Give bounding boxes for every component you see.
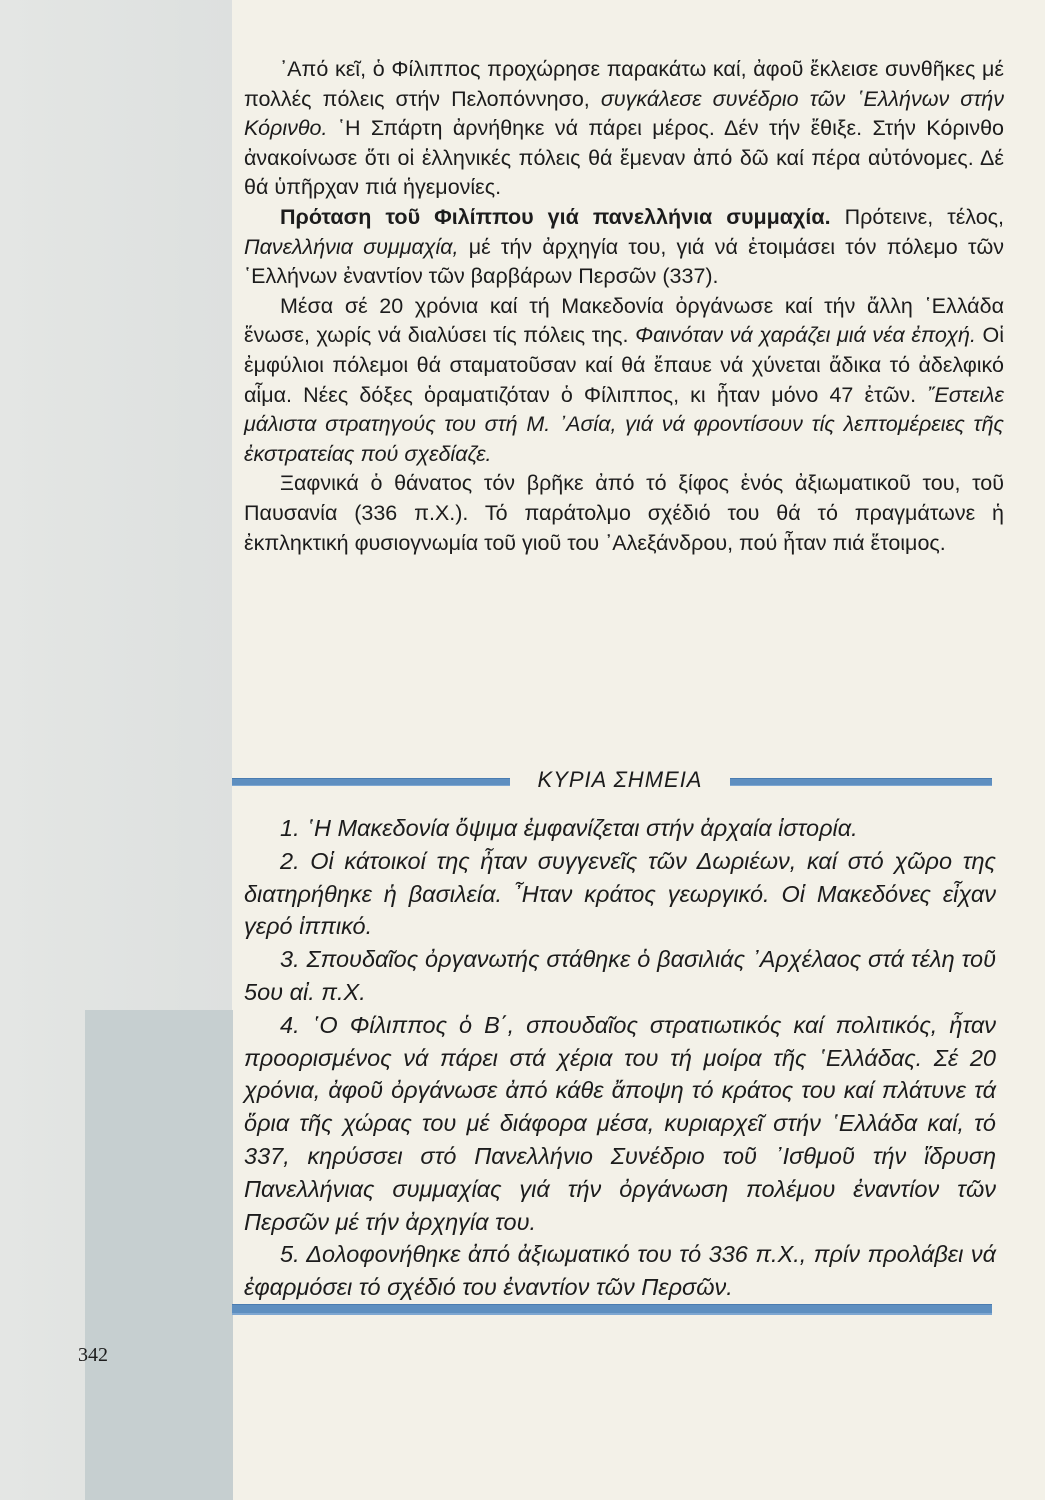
- key-points-list: [244, 812, 996, 1304]
- key-point-item: 2. Οἱ κάτοικοί της ἦταν συγγενεῖς τῶν Δωριέων, καί στό χῶρο της διατηρήθηκε ἡ βασιλεία. ῏Ηταν κράτος γεωργικό. Οἱ Μακεδόνες εἶχαν γερό ἱππικό.: [244, 847, 996, 940]
- section-heading: Πρόταση τοῦ Φιλίππου γιά πανελλήνια συμμαχία.: [280, 204, 831, 229]
- margin-shade: [85, 1010, 233, 1500]
- key-points-header: [232, 768, 992, 798]
- main-text: [244, 55, 1004, 558]
- bottom-rule: [232, 1304, 992, 1315]
- left-margin: [0, 0, 232, 1500]
- key-points-title: ΚΥΡΙΑ ΣΗΜΕΙΑ: [537, 767, 703, 792]
- key-point-item: 3. Σπουδαῖος ὀργανωτής στάθηκε ὁ βασιλιάς ᾿Αρχέλαος στά τέλη τοῦ 5ου αἰ. π.Χ.: [244, 946, 996, 1005]
- key-point-item: 5. Δολοφονήθηκε ἀπό ἀξιωματικό του τό 336 π.Χ., πρίν προλάβει νά ἐφαρμόσει τό σχέδιό του ἐναντίον τῶν Περσῶν.: [244, 1241, 996, 1301]
- paragraph-4: Ξαφνικά ὁ θάνατος τόν βρῆκε ἀπό τό ξίφος ἑνός ἀξιωματικοῦ του, τοῦ Παυσανία (336 π.Χ.). Τό παράτολμο σχέδιό του θά τό πραγμάτωνε ἡ ἐκπληκτική φυσιογνωμία τοῦ γιοῦ του ᾿Αλεξάνδρου, πού ἦταν πιά ἕτοιμος.: [244, 471, 1004, 555]
- header-rule-right: [730, 778, 992, 786]
- paragraph-3: Μέσα σέ 20 χρόνια καί τή Μακεδονία ὀργάνωσε καί τήν ἄλλη ῾Ελλάδα ἕνωσε, χωρίς νά διαλύσει τίς πόλεις της. Φαινόταν νά χαράζει μιά νέα ἐποχή. Οἱ ἐμφύλιοι πόλεμοι θά σταματοῦσαν καί θά ἔπαυε νά χύνεται ἄδικα τό ἀδελφικό αἷμα. Νέες δόξες ὁραματιζόταν ὁ Φίλιππος, κι ἦταν μόνο 47 ἐτῶν. ῎Εστειλε μάλιστα στρατηγούς του στή Μ. ᾿Ασία, γιά νά φροντίσουν τίς λεπτομέρειες τῆς ἐκστρατείας πού σχεδίαζε.: [244, 293, 1004, 466]
- key-point-item: 4. ῾Ο Φίλιππος ὁ Β΄, σπουδαῖος στρατιωτικός καί πολιτικός, ἦταν προορισμένος νά πάρει στά χέρια του τή μοίρα τῆς ῾Ελλάδας. Σέ 20 χρόνια, ἀφοῦ ὀργάνωσε ἀπό κάθε ἄποψη τό κράτος του καί πλάτυνε τά ὅρια τῆς χώρας του μέ διάφορα μέσα, κυριαρχεῖ στήν ῾Ελλάδα καί, τό 337, κηρύσσει στό Πανελλήνιο Συνέδριο τοῦ ᾿Ισθμοῦ τήν ἵδρυση Πανελλήνιας συμμαχίας γιά τήν ὀργάνωση πολέμου ἐναντίον τῶν Περσῶν μέ τήν ἀρχηγία του.: [244, 1011, 996, 1235]
- key-point-item: 1. ῾Η Μακεδονία ὄψιμα ἐμφανίζεται στήν ἀρχαία ἱστορία.: [280, 815, 858, 841]
- paragraph-2: Πρόταση τοῦ Φιλίππου γιά πανελλήνια συμμαχία. Πρότεινε, τέλος, Πανελλήνια συμμαχία, μέ τήν ἀρχηγία του, γιά νά ἑτοιμάσει τόν πόλεμο τῶν ῾Ελλήνων ἐναντίον τῶν βαρβάρων Περσῶν (337).: [244, 204, 1004, 289]
- header-rule-left: [232, 778, 510, 786]
- paragraph-1: ᾿Από κεῖ, ὁ Φίλιππος προχώρησε παρακάτω καί, ἀφοῦ ἔκλεισε συνθῆκες μέ πολλές πόλεις στήν Πελοπόννησο, συγκάλεσε συνέδριο τῶν ῾Ελλήνων στήν Κόρινθο. ῾Η Σπάρτη ἀρνήθηκε νά πάρει μέρος. Δέν τήν ἔθιξε. Στήν Κόρινθο ἀνακοίνωσε ὅτι οἱ ἑλληνικές πόλεις θά ἔμεναν ἀπό δῶ καί πέρα αὐτόνομες. Δέ θά ὑπῆρχαν πιά ἡγεμονίες.: [244, 57, 1004, 200]
- page-number: 342: [78, 1344, 108, 1366]
